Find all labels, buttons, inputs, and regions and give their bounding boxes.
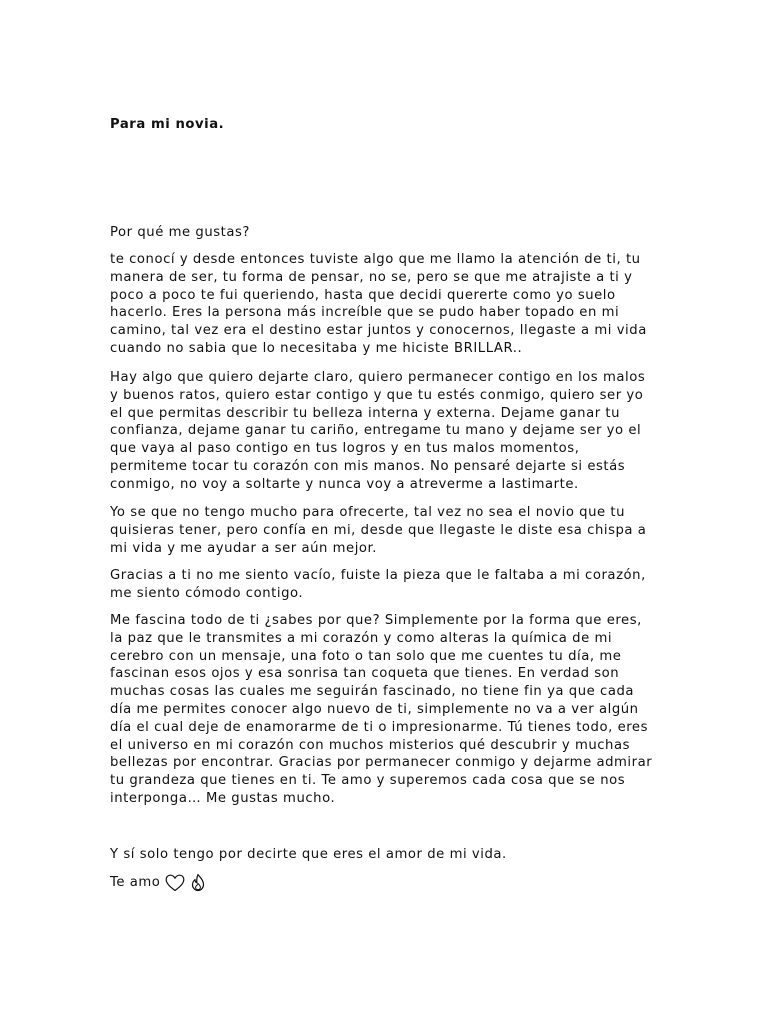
paragraph-1: te conocí y desde entonces tuviste algo que me llamo la atención de ti, tu manera de ser, tu forma de pensar, no se, pero se que me atrajiste a ti y poco a poco te fui queriendo, hasta que decidi quererte como yo suelo hacerlo. Eres la persona más increíble que se pudo haber topado en mi camino, tal vez era el destino estar juntos y conocernos, llegaste a mi vida cuando no sabia que lo necesitaba y me hiciste BRILLAR.. [110,252,647,356]
closing-line [110,873,658,892]
paragraph-question: Por qué me gustas? [110,225,250,240]
paragraph-6: Y sí solo tengo por decirte que eres el amor de mi vida. [110,847,507,862]
closing-text: Te amo [110,874,161,890]
paragraph-3: Yo se que no tengo mucho para ofrecerte, tal vez no sea el novio que tu quisieras tener, pero confía en mi, desde que llegaste le diste esa chispa a mi vida y me ayudar a ser aún mejor. [110,505,647,556]
paragraph-2: Hay algo que quiero dejarte claro, quiero permanecer contigo en los malos y buenos ratos, quiero estar contigo y que tu estés conmigo, quiero ser yo el que permitas describir tu belleza interna y externa. Dejame ganar tu confianza, dejame ganar tu cariño, entregame tu mano y dejame ser yo el que vaya al paso contigo en tus logros y en tus malos momentos, permiteme tocar tu corazón con mis manos. No pensaré dejarte si estás conmigo, no voy a soltarte y nunca voy a atreverme a lastimarte. [110,370,646,492]
paragraph-5: Me fascina todo de ti ¿sabes por que? Simplemente por la forma que eres, la paz que le transmites a mi corazón y como alteras la química de mi cerebro con un mensaje, una foto o tan solo que me cuentes tu día, me fascinan esos ojos y esa sonrisa tan coqueta que tienes. En verdad son muchas cosas las cuales me seguirán fascinado, no tiene fin ya que cada día me permites conocer algo nuevo de ti, simplemente no va a ver algún día el cual deje de enamorarme de ti o impresionarme. Tú tienes todo, eres el universo en mi corazón con muchos misterios qué descubrir y muchas bellezas por encontrar. Gracias por permanecer conmigo y dejarme admirar tu grandeza que tienes en ti. Te amo y superemos cada cosa que se nos interponga… Me gustas mucho. [110,613,653,806]
paragraph-4: Gracias a ti no me siento vacío, fuiste la pieza que le faltaba a mi corazón, me siento cómodo contigo. [110,568,646,601]
fire-outline-icon [190,873,206,892]
letter-title: Para mi novia. [110,117,225,132]
heart-outline-icon [165,874,185,892]
